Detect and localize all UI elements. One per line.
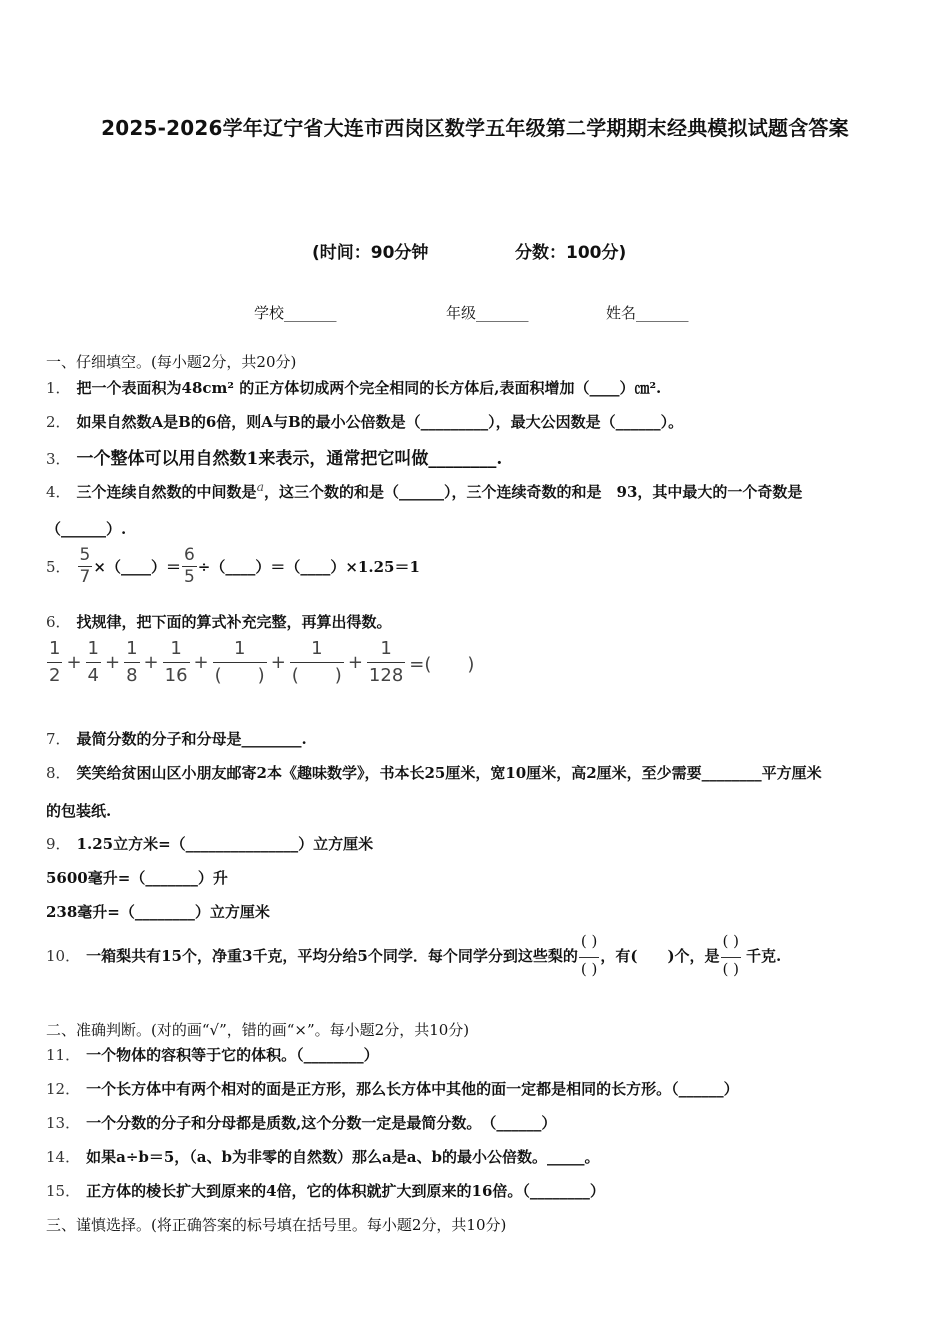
fraction-blank-b	[721, 934, 741, 977]
exam-score: 分数：100分)	[515, 243, 627, 263]
denominator: 128	[368, 665, 404, 686]
fraction-6-5	[182, 547, 197, 586]
question-text: 如果自然数A是B的6倍，则A与B的最小公倍数是（_________），最大公因数是（______）。	[76, 413, 684, 431]
plus-sign: +	[105, 652, 121, 673]
numerator: 1	[47, 640, 62, 663]
numerator: ( )	[579, 934, 599, 958]
result-blank: =( )	[409, 653, 475, 675]
question-text: 如果a÷b＝5，（a、b为非零的自然数）那么a是a、b的最小公倍数。_____。	[86, 1148, 600, 1166]
question-text: 笑笑给贫困山区小朋友邮寄2本《趣味数学》，书本长25厘米，宽10厘米，高2厘米，至少需要________平方厘米	[76, 764, 822, 782]
question-8	[46, 762, 822, 783]
numerator: 5	[79, 545, 91, 565]
denominator: 8	[126, 665, 138, 686]
question-text-b: ，这三个数的和是（______），三个连续奇数的和是 93，其中最大的一个奇数是	[264, 483, 803, 501]
question-8-continued: 的包装纸.	[46, 802, 112, 820]
grade-field: 年级_______	[446, 304, 529, 322]
question-6	[46, 611, 392, 632]
question-9	[46, 833, 373, 854]
numerator: 1	[367, 640, 405, 663]
question-text-a: 三个连续自然数的中间数是	[76, 483, 257, 501]
plus-sign: +	[66, 652, 82, 673]
question-14	[46, 1146, 599, 1167]
question-2	[46, 411, 683, 432]
question-number: 6．	[46, 613, 71, 631]
section-heading-3: 三、谨慎选择。(将正确答案的标号填在括号里。每小题2分，共10分)	[46, 1216, 507, 1234]
denominator: 4	[87, 665, 99, 686]
question-text: 正方体的棱长扩大到原来的4倍，它的体积就扩大到原来的16倍。（________）	[86, 1182, 605, 1200]
question-text-line1: 1.25立方米=（_______________）立方厘米	[76, 835, 374, 853]
numerator: 1	[163, 640, 190, 663]
question-text: 一个长方体中有两个相对的面是正方形，那么长方体中其他的面一定都是相同的长方形。（______）	[86, 1080, 739, 1098]
question-4	[46, 479, 802, 502]
numerator: 1	[86, 640, 101, 663]
variable-a: a	[256, 479, 265, 494]
numerator: ( )	[721, 934, 741, 958]
question-number: 3．	[46, 450, 71, 468]
question-number: 4．	[46, 483, 71, 501]
question-text: 把一个表面积为48cm² 的正方体切成两个完全相同的长方体后,表面积增加（____）㎝².	[76, 379, 662, 397]
numerator: 1	[213, 640, 267, 663]
question-text-a: 一箱梨共有15个，净重3千克，平均分给5个同学．每个同学分到这些梨的	[86, 947, 578, 965]
question-number: 7．	[46, 730, 71, 748]
fraction-blank-1	[213, 640, 267, 685]
question-7	[46, 728, 307, 749]
question-11	[46, 1044, 379, 1065]
plus-sign: +	[270, 652, 286, 673]
question-13	[46, 1112, 556, 1133]
section-heading-2: 二、准确判断。(对的画“√”，错的画“×”。每小题2分，共10分)	[46, 1021, 470, 1039]
question-12	[46, 1078, 739, 1099]
name-field: 姓名_______	[606, 304, 689, 322]
numerator: 1	[290, 640, 344, 663]
numerator: 1	[124, 640, 139, 663]
question-number: 5．	[46, 558, 71, 576]
denominator: 7	[79, 567, 91, 587]
section-heading-1: 一、仔细填空。(每小题2分，共20分)	[46, 353, 297, 371]
question-1	[46, 377, 661, 398]
question-number: 13．	[46, 1114, 81, 1132]
question-text: 最简分数的分子和分母是________.	[76, 730, 307, 748]
series-expression	[46, 640, 477, 685]
plus-sign: +	[143, 652, 159, 673]
question-text-b: ，有( )个，是	[600, 947, 720, 965]
question-number: 15．	[46, 1182, 81, 1200]
question-4-continued: （______）.	[46, 520, 127, 538]
denominator: ( )	[291, 665, 342, 686]
question-text: 一个整体可以用自然数1来表示，通常把它叫做________.	[76, 449, 503, 469]
question-number: 2．	[46, 413, 71, 431]
question-10	[46, 934, 781, 977]
fraction-blank-2	[290, 640, 344, 685]
question-number: 10．	[46, 947, 81, 965]
denominator: ( )	[214, 665, 265, 686]
fraction-1-8	[124, 640, 139, 685]
question-9-line2: 5600毫升=（_______）升	[46, 869, 228, 887]
question-number: 9．	[46, 835, 71, 853]
question-15	[46, 1180, 605, 1201]
question-number: 14．	[46, 1148, 81, 1166]
denominator: 16	[164, 665, 188, 686]
question-text: 一个物体的容积等于它的体积。（________）	[86, 1046, 379, 1064]
question-number: 1．	[46, 379, 71, 397]
fraction-5-7	[78, 547, 93, 586]
question-text-a: ×（____）＝	[93, 558, 181, 576]
exam-time: (时间：90分钟	[312, 243, 429, 263]
numerator: 6	[183, 545, 195, 565]
fraction-1-16	[163, 640, 190, 685]
denominator: 5	[183, 567, 195, 587]
plus-sign: +	[193, 652, 209, 673]
question-3	[46, 444, 502, 469]
denominator: 2	[49, 665, 61, 686]
question-text-b: ÷（____）＝（____）×1.25＝1	[197, 558, 420, 576]
school-field: 学校_______	[254, 304, 337, 322]
question-text: 找规律，把下面的算式补充完整，再算出得数。	[76, 613, 392, 631]
question-9-line3: 238毫升=（________）立方厘米	[46, 903, 270, 921]
denominator: ( )	[722, 960, 740, 978]
fraction-1-4	[86, 640, 101, 685]
page-title: 2025-2026学年辽宁省大连市西岗区数学五年级第二学期期末经典模拟试题含答案	[101, 116, 849, 140]
denominator: ( )	[580, 960, 598, 978]
fraction-1-2	[47, 640, 62, 685]
fraction-1-128	[367, 640, 405, 685]
plus-sign: +	[347, 652, 363, 673]
question-number: 12．	[46, 1080, 81, 1098]
question-text: 一个分数的分子和分母都是质数,这个分数一定是最简分数。 （______）	[86, 1114, 557, 1132]
question-5	[46, 547, 420, 586]
question-text-c: 千克.	[746, 947, 782, 965]
question-number: 11．	[46, 1046, 81, 1064]
question-number: 8．	[46, 764, 71, 782]
fraction-blank-a	[579, 934, 599, 977]
